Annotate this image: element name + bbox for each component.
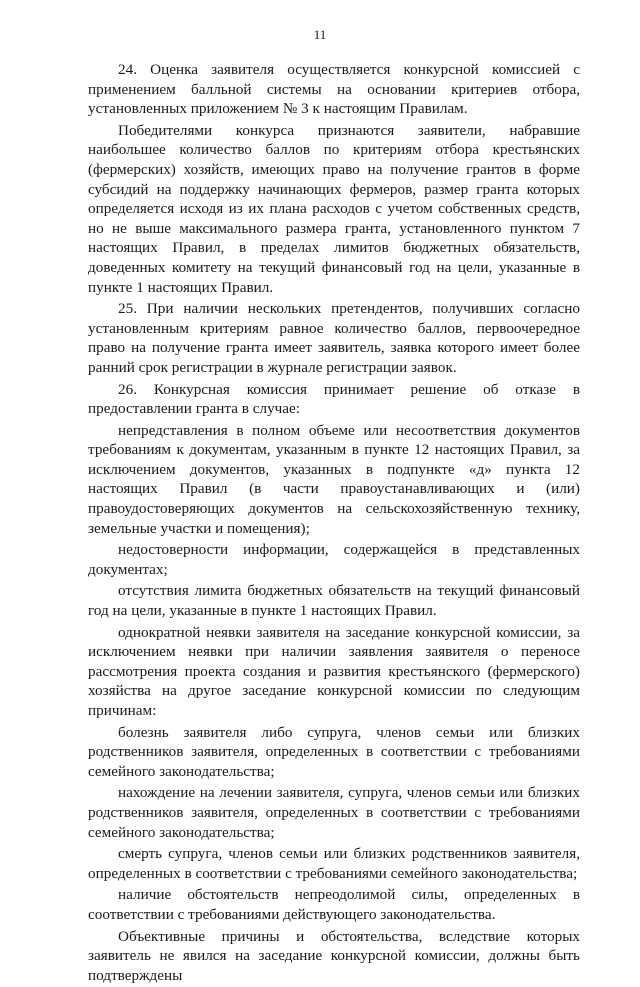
paragraph-objective-reasons: Объективные причины и обстоятельства, вследствие которых заявитель не явился на заседание конкурсной комиссии, должны быть подтверждены [88,927,580,984]
paragraph-winners: Победителями конкурса признаются заявители, набравшие наибольшее количество баллов по критериям отбора крестьянских (фермерских) хозяйств, имеющих право на получение грантов в форме субсидий на поддержку начинающих фермеров, размер гранта которых определяется исходя из их плана расходов с учетом собственных средств, но не выше максимального размера гранта, установленного пунктом 7 настоящих Правил, в пределах лимитов бюджетных обязательств, доведенных комитету на текущий финансовый год на цели, указанные в пункте 1 настоящих Правил. [88,121,580,296]
paragraph-refusal-documents: непредставления в полном объеме или несоответствия документов требованиям к документам, указанным в пункте 12 настоящих Правил, за исключением документов, указанных в подпункте «д» пункта 12 настоящих Правил (в части правоустанавливающих и (или) правоудостоверяющих документов на сельскохозяйственную технику, земельные участки и помещения); [88,421,580,537]
paragraph-refusal-absence: однократной неявки заявителя на заседание конкурсной комиссии, за исключением неявки при наличии заявления заявителя о переносе рассмотрения проекта создания и развития крестьянского (фермерского) хозяйства на другое заседание конкурсной комиссии по следующим причинам: [88,623,580,719]
paragraph-reason-force-majeure: наличие обстоятельств непреодолимой силы, определенных в соответствии с требованиями действующего законодательства. [88,886,580,923]
paragraph-reason-illness: болезнь заявителя либо супруга, членов семьи или близких родственников заявителя, определенных в соответствии с требованиями семейного законодательства; [88,723,580,780]
paragraph-26: 26. Конкурсная комиссия принимает решение об отказе в предоставлении гранта в случае: [88,380,580,418]
paragraph-reason-treatment: нахождение на лечении заявителя, супруга, членов семьи или близких родственников заявителя, определенных в соответствии с требованиями семейного законодательства; [88,784,580,841]
paragraph-reason-death: смерть супруга, членов семьи или близких родственников заявителя, определенных в соответствии с требованиями семейного законодательства; [88,845,580,882]
paragraph-25: 25. При наличии нескольких претендентов, получивших согласно установленным критериям равное количество баллов, первоочередное право на получение гранта имеет заявитель, заявка которого имеет более ранний срок регистрации в журнале регистрации заявок. [88,300,580,376]
document-body [88,60,580,987]
paragraph-24: 24. Оценка заявителя осуществляется конкурсной комиссией с применением балльной системы на основании критериев отбора, установленных приложением № 3 к настоящим Правилам. [88,61,580,118]
paragraph-refusal-limit: отсутствия лимита бюджетных обязательств на текущий финансовый год на цели, указанные в пункте 1 настоящих Правил. [88,582,580,620]
page-number: 11 [313,27,327,42]
paragraph-refusal-inaccuracy: недостоверности информации, содержащейся в представленных документах; [88,541,580,578]
